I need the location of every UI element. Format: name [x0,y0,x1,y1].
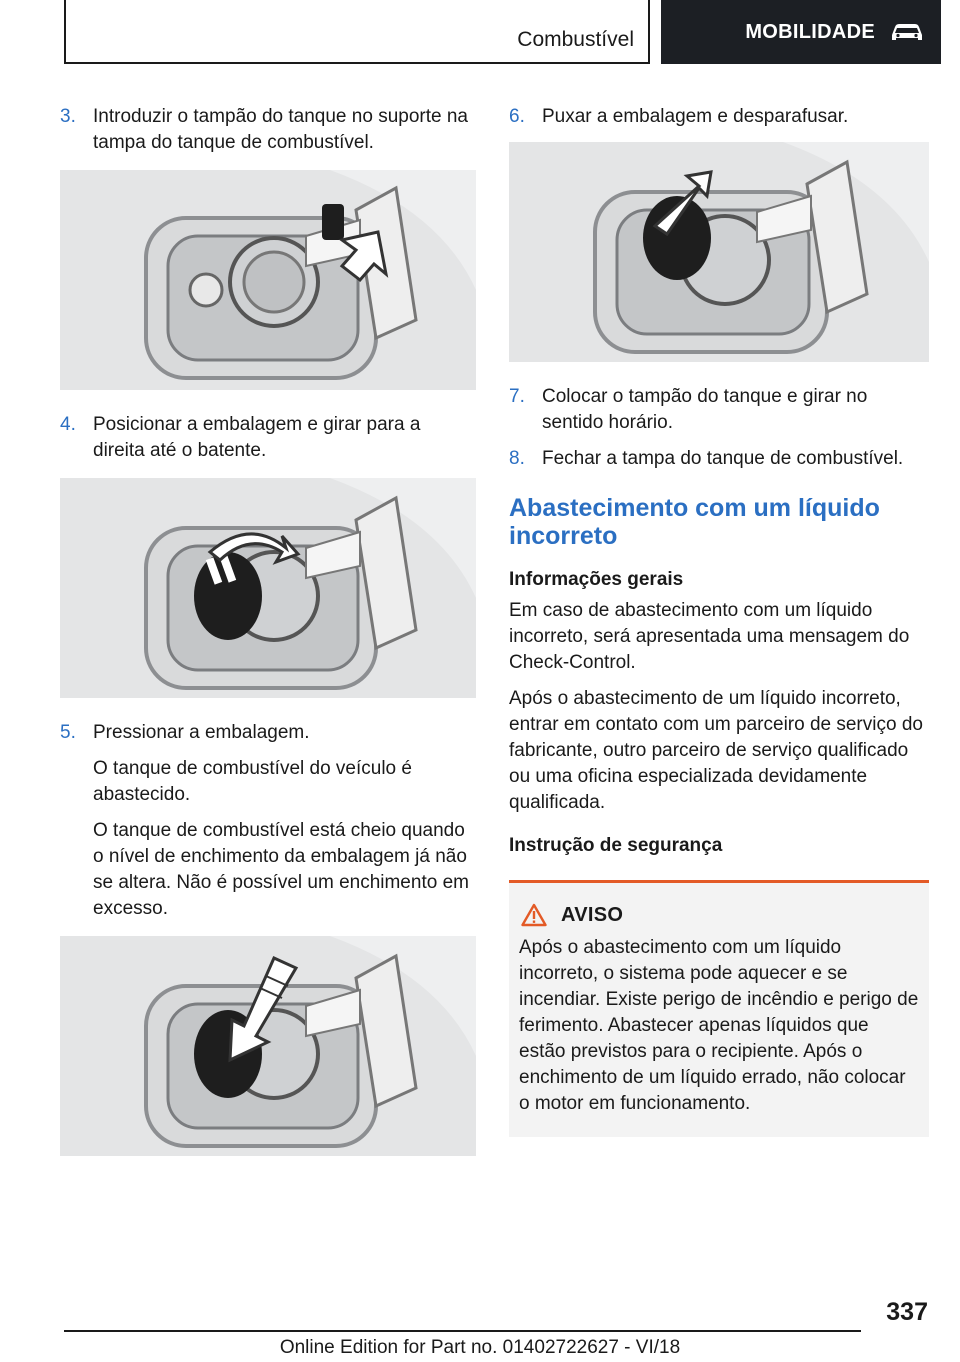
step-number: 7. [509,386,525,407]
warning-triangle-icon [521,903,547,927]
step-number: 6. [509,106,525,127]
step-5-paragraph-1: O tanque de combustível do veículo é abastecido. [93,758,412,805]
fuel-cap-photo-insert [60,170,476,390]
warning-text: Após o abastecimento com um líquido incorreto, o sistema pode aquecer e se incendiar. Existe perigo de incêndio e perigo de ferimento. Abastecer apenas líquidos que estão previstos para o recipiente. Após o enchimento de um líquido errado, não colocar o motor em funcionamento. [519,937,919,1114]
general-info-heading: Informações gerais [509,569,684,590]
step-5 [60,720,476,746]
warning-header [519,903,919,927]
step-number: 3. [60,106,76,127]
right-column [509,104,929,1137]
general-info-paragraph-1: Em caso de abastecimento com um líquido incorreto, será apresentada uma mensagem do Check-Control. [509,600,910,673]
step-number: 4. [60,414,76,435]
step-text: Colocar o tampão do tanque e girar no sentido horário. [542,386,868,433]
left-column [60,104,476,1178]
step-text: Puxar a embalagem e desparafusar. [542,106,849,127]
header-chapter-title: MOBILIDADE [745,20,875,43]
fuel-container-rotate-photo [60,478,476,698]
fuel-container-pull-photo [509,142,929,362]
warning-box [509,880,929,1137]
footer-edition: Online Edition for Part no. 01402722627 - VI/18 [279,1337,681,1358]
step-6 [509,104,929,130]
step-5-paragraph-2: O tanque de combustível está cheio quando o nível de enchimento da embalagem já não se altera. Não é possível um enchimento em excesso. [93,820,469,919]
header-chapter-box [661,0,941,64]
step-text: Introduzir o tampão do tanque no suporte na tampa do tanque de combustível. [93,106,468,153]
step-3 [60,104,476,156]
step-7 [509,384,929,436]
step-text: Pressionar a embalagem. [93,722,310,743]
step-text: Fechar a tampa do tanque de combustível. [542,448,904,469]
header-section-title: Combustível [517,28,634,51]
footer-divider [64,1330,861,1332]
car-icon [889,21,925,43]
warning-title: AVISO [561,903,624,926]
section-title: Abastecimento com um líquido incorreto [509,494,880,550]
step-text: Posicionar a embalagem e girar para a direita até o batente. [93,414,421,461]
fuel-container-press-photo [60,936,476,1156]
safety-heading: Instrução de segurança [509,835,723,856]
step-number: 8. [509,448,525,469]
step-number: 5. [60,722,76,743]
step-8 [509,446,929,472]
step-4 [60,412,476,464]
header-section-box [64,0,650,64]
general-info-paragraph-2: Após o abastecimento de um líquido incorreto, entrar em contato com um parceiro de serviço do fabricante, outro parceiro de serviço qualificado ou uma oficina especializada devidamente qualificada. [509,688,923,813]
page-number: 337 [886,1298,928,1326]
